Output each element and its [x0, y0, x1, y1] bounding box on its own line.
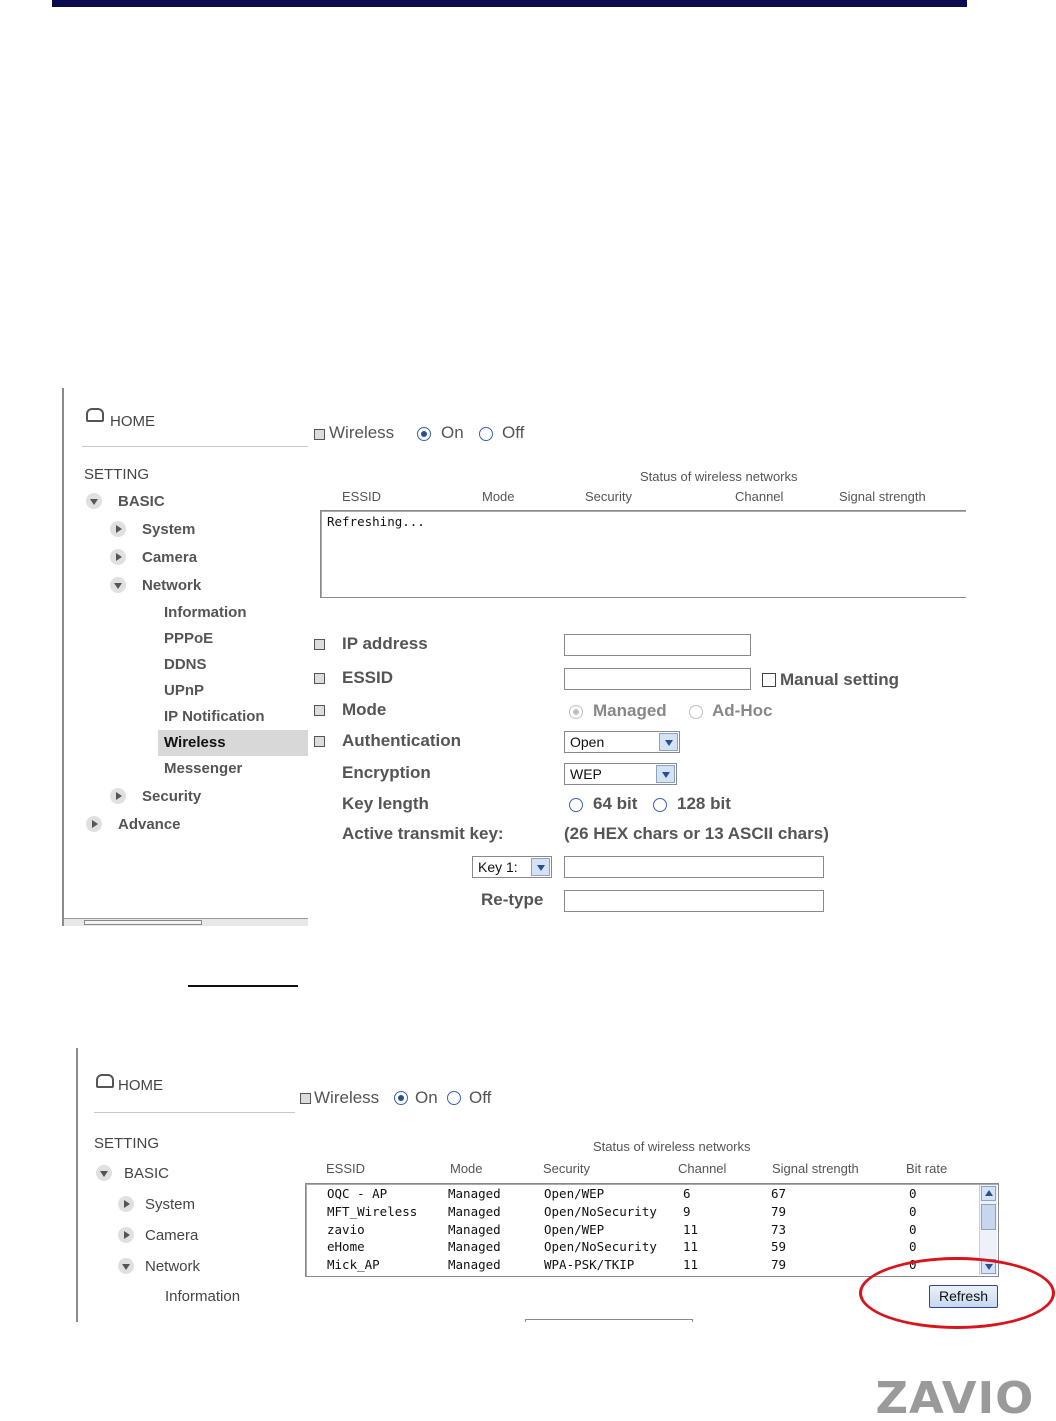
nav-upnp[interactable]: UPnP	[164, 682, 205, 699]
wireless-status-list[interactable]	[320, 510, 966, 598]
home-icon[interactable]	[96, 1074, 114, 1088]
nav-basic[interactable]: BASIC	[124, 1165, 170, 1182]
cell-channel: 6	[683, 1186, 691, 1201]
wireless-on-label: On	[415, 1088, 438, 1107]
nav-camera[interactable]: Camera	[142, 549, 198, 566]
nav-wireless[interactable]: Wireless	[164, 734, 226, 751]
key-hint: (26 HEX chars or 13 ASCII chars)	[564, 824, 829, 843]
essid-input[interactable]	[564, 668, 751, 690]
nav-ip-notification[interactable]: IP Notification	[164, 708, 265, 725]
column-signal-strength: Signal strength	[839, 489, 926, 504]
cell-channel: 11	[683, 1239, 699, 1255]
status-refreshing-text: Refreshing...	[327, 514, 425, 529]
scrollbar-thumb[interactable]	[981, 1204, 996, 1230]
table-row[interactable]	[306, 1204, 976, 1221]
nav-messenger[interactable]: Messenger	[164, 760, 243, 777]
chevron-down-icon[interactable]	[86, 493, 102, 509]
mode-adhoc-radio[interactable]	[689, 705, 703, 719]
chevron-right-icon[interactable]	[110, 549, 126, 565]
wireless-label: Wireless	[314, 1088, 380, 1107]
cell-bitrate: 0	[909, 1239, 917, 1255]
cell-bitrate: 0	[909, 1257, 917, 1273]
cell-signal: 73	[771, 1221, 787, 1237]
authentication-label: Authentication	[342, 731, 461, 750]
cell-mode: Managed	[448, 1186, 501, 1201]
sidebar-scrollbar[interactable]	[64, 918, 308, 926]
cell-signal: 79	[771, 1257, 787, 1273]
chevron-right-icon[interactable]	[118, 1196, 134, 1212]
cell-channel: 11	[683, 1221, 699, 1237]
partial-input[interactable]	[525, 1319, 693, 1322]
cell-mode: Managed	[448, 1257, 501, 1273]
status-title: Status of wireless networks	[640, 469, 798, 484]
cell-essid: Mick_AP	[327, 1257, 380, 1273]
cell-mode: Managed	[448, 1239, 501, 1255]
wireless-off-label: Off	[502, 423, 525, 442]
ip-address-input[interactable]	[564, 634, 751, 656]
bullet-icon	[314, 705, 325, 716]
column-security: Security	[543, 1161, 590, 1176]
bullet-icon	[314, 673, 325, 684]
ip-address-label: IP address	[342, 634, 428, 653]
nav-network[interactable]: Network	[142, 577, 202, 594]
key-128bit-label: 128 bit	[677, 794, 731, 813]
bullet-icon	[300, 1093, 311, 1104]
cell-channel: 9	[683, 1203, 691, 1219]
key-128bit-radio[interactable]	[653, 798, 667, 812]
wireless-network-list[interactable]	[305, 1183, 999, 1277]
chevron-right-icon[interactable]	[118, 1227, 134, 1243]
cell-bitrate: 0	[909, 1221, 917, 1237]
key-length-label: Key length	[342, 794, 429, 813]
nav-home[interactable]: HOME	[118, 1077, 163, 1094]
authentication-value: Open	[570, 734, 605, 750]
manual-setting-checkbox[interactable]	[762, 673, 776, 687]
wireless-label: Wireless	[329, 423, 395, 442]
cell-signal: 67	[771, 1186, 787, 1201]
key-64bit-radio[interactable]	[569, 798, 583, 812]
refresh-highlight-circle	[859, 1257, 1055, 1329]
cell-essid: OQC - AP	[327, 1186, 388, 1201]
column-mode: Mode	[482, 489, 515, 504]
manual-setting-label: Manual setting	[780, 670, 900, 689]
chevron-down-icon[interactable]	[659, 733, 678, 751]
key-index-select[interactable]	[472, 856, 552, 878]
nav-basic[interactable]: BASIC	[118, 493, 165, 510]
underline-decoration	[188, 985, 298, 987]
chevron-right-icon[interactable]	[86, 816, 102, 832]
retype-input[interactable]	[564, 890, 824, 912]
column-bit-rate: Bit rate	[906, 1161, 948, 1176]
cell-security: Open/NoSecurity	[544, 1203, 657, 1219]
wireless-settings-screenshot	[62, 388, 966, 926]
encryption-label: Encryption	[342, 763, 431, 782]
essid-label: ESSID	[342, 668, 394, 687]
nav-pppoe[interactable]: PPPoE	[164, 630, 214, 647]
cell-channel: 11	[683, 1257, 699, 1273]
sidebar	[76, 1048, 293, 1322]
nav-advance[interactable]: Advance	[118, 816, 181, 833]
wireless-on-label: On	[441, 423, 464, 442]
zavio-logo: ZAVIO	[875, 1373, 1035, 1421]
scrollbar-thumb[interactable]	[84, 920, 202, 925]
mode-label: Mode	[342, 700, 387, 719]
chevron-down-icon[interactable]	[110, 577, 126, 593]
table-row[interactable]	[306, 1222, 976, 1239]
mode-managed-radio[interactable]	[569, 705, 583, 719]
sidebar	[62, 388, 306, 926]
bullet-icon	[314, 429, 325, 440]
status-title: Status of wireless networks	[593, 1139, 751, 1154]
encryption-value: WEP	[570, 766, 602, 782]
cell-signal: 79	[771, 1203, 787, 1219]
wireless-on-radio[interactable]	[394, 1091, 408, 1105]
cell-security: Open/WEP	[544, 1186, 605, 1201]
nav-system[interactable]: System	[145, 1196, 196, 1213]
column-mode: Mode	[450, 1161, 483, 1176]
wireless-on-radio[interactable]	[417, 427, 431, 441]
wireless-off-label: Off	[469, 1088, 492, 1107]
cell-security: Open/NoSecurity	[544, 1239, 657, 1255]
cell-essid: zavio	[327, 1221, 365, 1237]
column-channel: Channel	[735, 489, 784, 504]
nav-ddns[interactable]: DDNS	[164, 656, 207, 673]
cell-bitrate: 0	[909, 1203, 917, 1219]
retype-label: Re-type	[481, 890, 544, 909]
authentication-select[interactable]	[564, 731, 680, 753]
nav-security[interactable]: Security	[142, 788, 202, 805]
key-input[interactable]	[564, 856, 824, 878]
divider	[94, 1112, 295, 1113]
nav-system[interactable]: System	[142, 521, 196, 538]
cell-security: WPA-PSK/TKIP	[544, 1257, 635, 1273]
wireless-off-radio[interactable]	[479, 427, 493, 441]
column-essid: ESSID	[326, 1161, 366, 1176]
home-icon[interactable]	[86, 408, 104, 422]
table-row[interactable]	[306, 1186, 976, 1203]
column-security: Security	[585, 489, 632, 504]
chevron-down-icon[interactable]	[96, 1165, 112, 1181]
page-header-bar	[52, 0, 967, 7]
nav-information[interactable]: Information	[164, 604, 247, 621]
wireless-off-radio[interactable]	[447, 1091, 461, 1105]
nav-setting: SETTING	[94, 1135, 160, 1152]
chevron-down-icon[interactable]	[656, 765, 675, 783]
cell-essid: eHome	[327, 1239, 365, 1255]
chevron-down-icon[interactable]	[118, 1258, 134, 1274]
active-key-label: Active transmit key:	[342, 824, 504, 843]
column-essid: ESSID	[342, 489, 382, 504]
nav-setting: SETTING	[84, 466, 150, 483]
nav-camera[interactable]: Camera	[145, 1227, 199, 1244]
chevron-right-icon[interactable]	[110, 521, 126, 537]
nav-home[interactable]: HOME	[110, 413, 155, 430]
refresh-button[interactable]: Refresh	[929, 1285, 998, 1308]
cell-signal: 59	[771, 1239, 787, 1255]
nav-information[interactable]: Information	[165, 1288, 241, 1305]
cell-mode: Managed	[448, 1203, 501, 1219]
mode-adhoc-label: Ad-Hoc	[712, 701, 773, 720]
column-signal-strength: Signal strength	[772, 1161, 859, 1176]
chevron-right-icon[interactable]	[110, 788, 126, 804]
column-channel: Channel	[678, 1161, 727, 1176]
divider	[82, 446, 308, 447]
mode-managed-label: Managed	[593, 701, 667, 720]
encryption-select[interactable]	[564, 763, 677, 785]
bullet-icon	[314, 736, 325, 747]
nav-network[interactable]: Network	[145, 1258, 201, 1275]
table-row[interactable]	[306, 1239, 976, 1256]
cell-bitrate: 0	[909, 1186, 917, 1201]
key-64bit-label: 64 bit	[593, 794, 638, 813]
scroll-up-icon[interactable]	[981, 1186, 996, 1201]
cell-security: Open/WEP	[544, 1221, 605, 1237]
bullet-icon	[314, 639, 325, 650]
key-index-value: Key 1:	[478, 859, 518, 875]
cell-essid: MFT_Wireless	[327, 1203, 418, 1219]
chevron-down-icon[interactable]	[531, 858, 550, 876]
cell-mode: Managed	[448, 1221, 501, 1237]
